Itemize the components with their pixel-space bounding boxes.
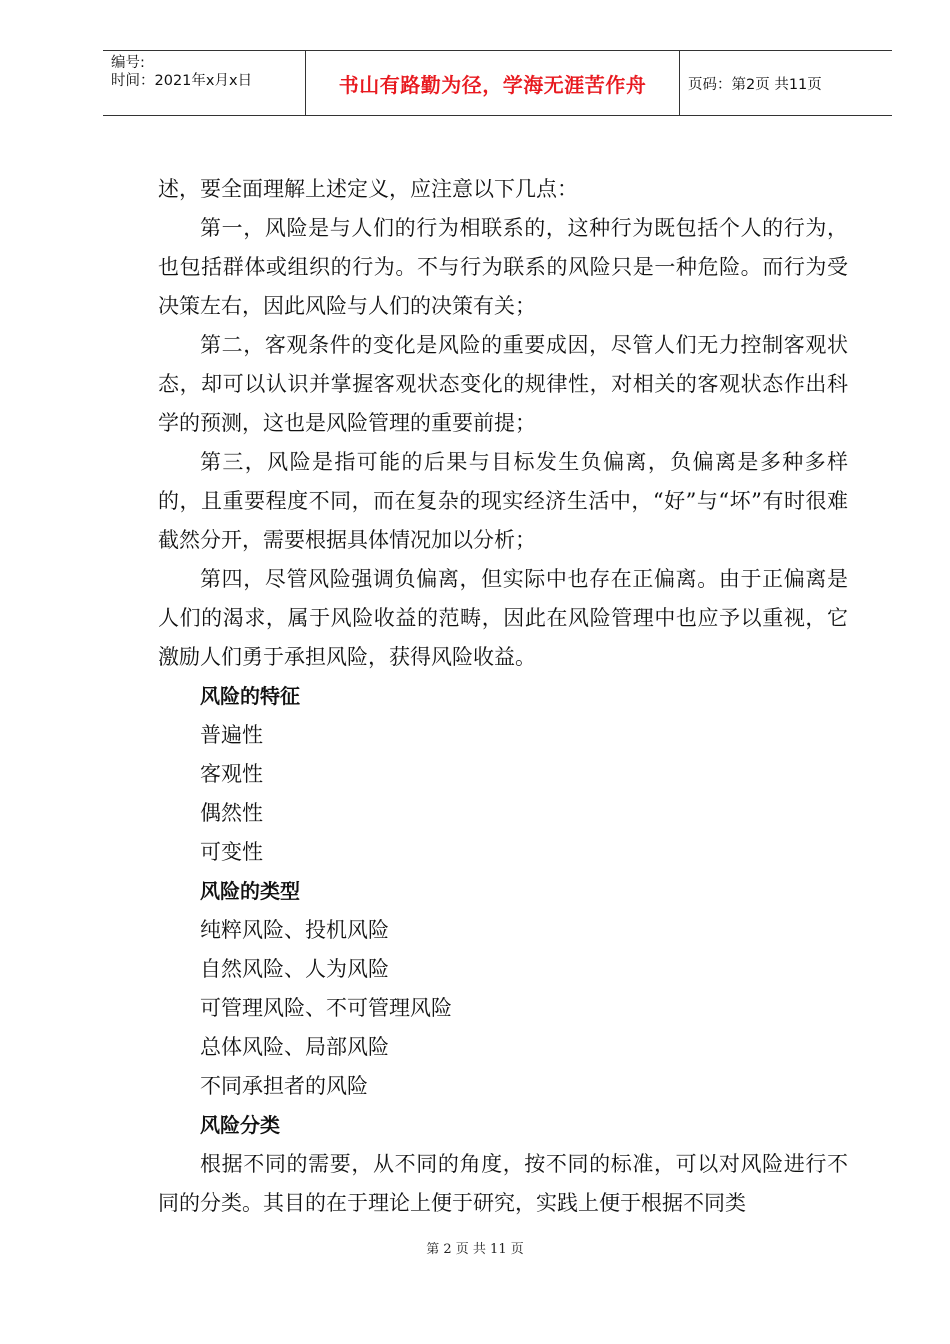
header-meta	[103, 51, 306, 115]
document-body	[158, 170, 848, 1223]
intro-paragraph: 述，要全面理解上述定义，应注意以下几点：	[158, 177, 578, 201]
header-page-info: 页码：第2页 共11页	[688, 76, 822, 93]
page-footer: 第 2 页 共 11 页	[426, 1242, 524, 1257]
point-paragraph-2: 第二，客观条件的变化是风险的重要成因，尽管人们无力控制客观状态，却可以认识并掌握客观状态变化的规律性，对相关的客观状态作出科学的预测，这也是风险管理的重要前提；	[158, 333, 848, 435]
types-heading: 风险的类型	[200, 879, 300, 903]
type-item: 总体风险、局部风险	[200, 1035, 389, 1059]
features-heading: 风险的特征	[200, 684, 300, 708]
header-motto: 书山有路勤为径，学海无涯苦作舟	[306, 51, 680, 115]
feature-item: 偶然性	[200, 801, 263, 825]
point-paragraph-4: 第四，尽管风险强调负偏离，但实际中也存在正偏离。由于正偏离是人们的渴求，属于风险收益的范畴，因此在风险管理中也应予以重视，它激励人们勇于承担风险，获得风险收益。	[158, 567, 848, 669]
feature-item: 可变性	[200, 840, 263, 864]
feature-item: 普遍性	[200, 723, 263, 747]
time-label: 时间：2021年x月x日	[111, 73, 253, 89]
feature-item: 客观性	[200, 762, 263, 786]
type-item: 自然风险、人为风险	[200, 957, 389, 981]
type-item: 纯粹风险、投机风险	[200, 918, 389, 942]
point-paragraph-3: 第三，风险是指可能的后果与目标发生负偏离，负偏离是多种多样的，且重要程度不同，而在复杂的现实经济生活中，“好”与“坏”有时很难截然分开，需要根据具体情况加以分析；	[158, 450, 848, 552]
type-item: 不同承担者的风险	[200, 1074, 368, 1098]
classification-paragraph: 根据不同的需要，从不同的角度，按不同的标准，可以对风险进行不同的分类。其目的在于理论上便于研究，实践上便于根据不同类	[158, 1152, 848, 1215]
type-item: 可管理风险、不可管理风险	[200, 996, 452, 1020]
number-label: 编号:	[111, 55, 145, 71]
page-header	[103, 50, 892, 116]
point-paragraph-1: 第一，风险是与人们的行为相联系的，这种行为既包括个人的行为，也包括群体或组织的行为。不与行为联系的风险只是一种危险。而行为受决策左右，因此风险与人们的决策有关；	[158, 216, 848, 318]
classification-heading: 风险分类	[200, 1113, 280, 1137]
